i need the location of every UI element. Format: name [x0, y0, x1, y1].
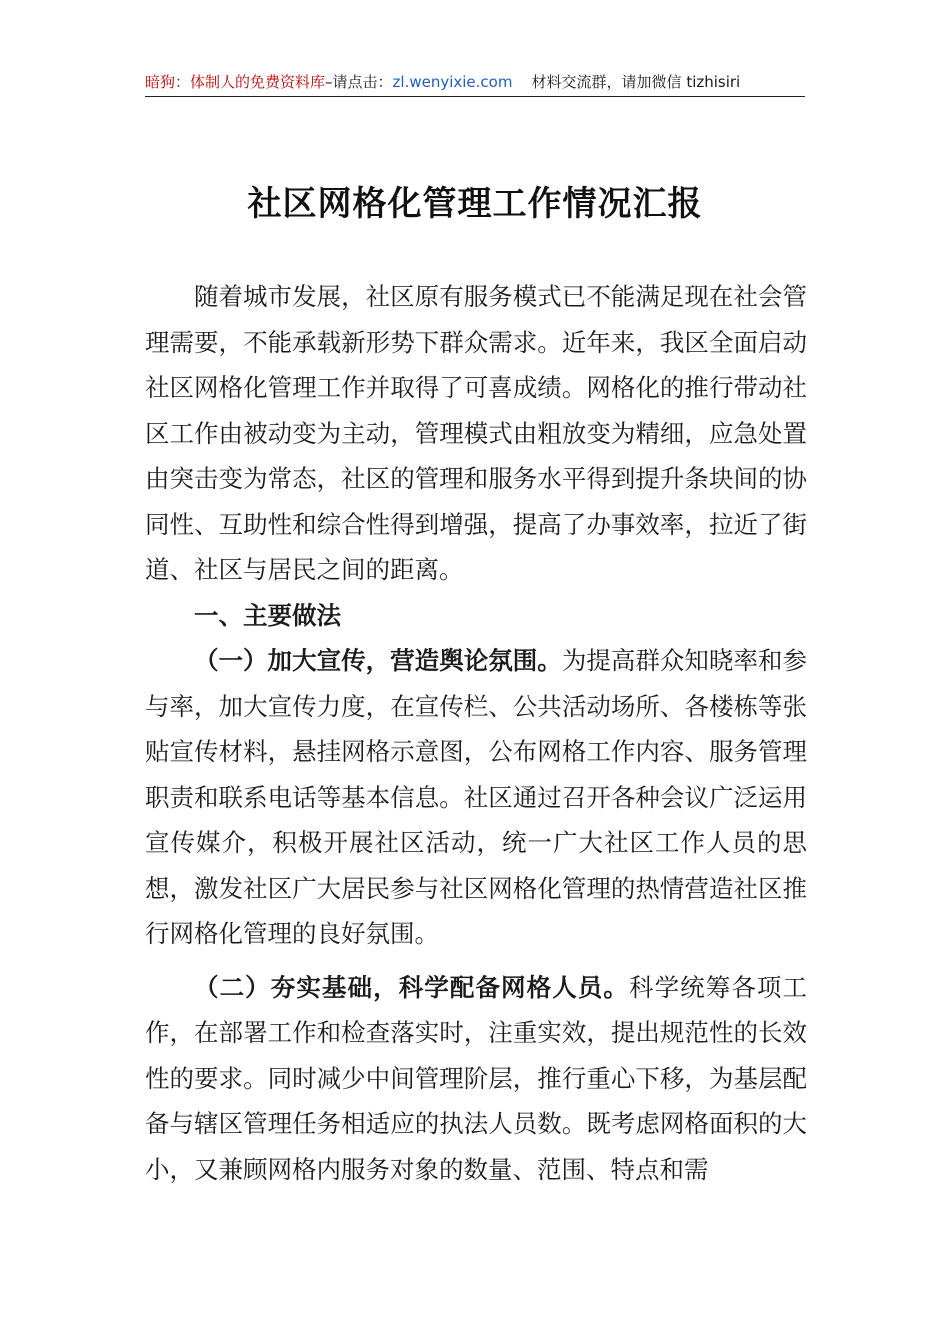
item-2-paragraph [145, 965, 807, 1193]
header-brand: 暗狗：体制人的免费资料库 [145, 73, 326, 91]
document-body [145, 274, 807, 1192]
header-banner [145, 70, 805, 94]
header-divider [145, 96, 805, 97]
header-click-prompt: –请点击： [325, 73, 393, 91]
item-1-text: 为提高群众知晓率和参与率，加大宣传力度，在宣传栏、公共活动场所、各楼栋等张贴宣传材料，悬挂网格示意图，公布网格工作内容、服务管理职责和联系电话等基本信息。社区通过召开各种会议广泛运用宣传媒介，积极开展社区活动，统一广大社区工作人员的思想，激发社区广大居民参与社区网格化管理的热情营造社区推行网格化管理的良好氛围。 [145, 646, 807, 948]
item-1-heading: （一）加大宣传，营造舆论氛围。 [194, 646, 562, 675]
header-link[interactable]: zl.wenyixie.com [392, 73, 513, 91]
intro-paragraph: 随着城市发展，社区原有服务模式已不能满足现在社会管理需要，不能承载新形势下群众需求。近年来，我区全面启动社区网格化管理工作并取得了可喜成绩。网格化的推行带动社区工作由被动变为主动，管理模式由粗放变为精细，应急处置由突击变为常态，社区的管理和服务水平得到提升条块间的协同性、互助性和综合性得到增强，提高了办事效率，拉近了街道、社区与居民之间的距离。 [145, 282, 807, 584]
document-title: 社区网格化管理工作情况汇报 [247, 184, 703, 224]
item-2-heading: （二）夯实基础，科学配备网格人员。 [194, 972, 629, 1002]
section-heading: 一、主要做法 [194, 600, 341, 630]
item-2-text: 科学统筹各项工作，在部署工作和检查落实时，注重实效，提出规范性的长效性的要求。同时减少中间管理阶层，推行重心下移，为基层配备与辖区管理任务相适应的执法人员数。既考虑网格面积的大小，又兼顾网格内服务对象的数量、范围、特点和需 [145, 972, 808, 1184]
header-group-note: 材料交流群，请加微信 tizhisiri [531, 73, 741, 91]
item-1-paragraph [145, 638, 807, 957]
